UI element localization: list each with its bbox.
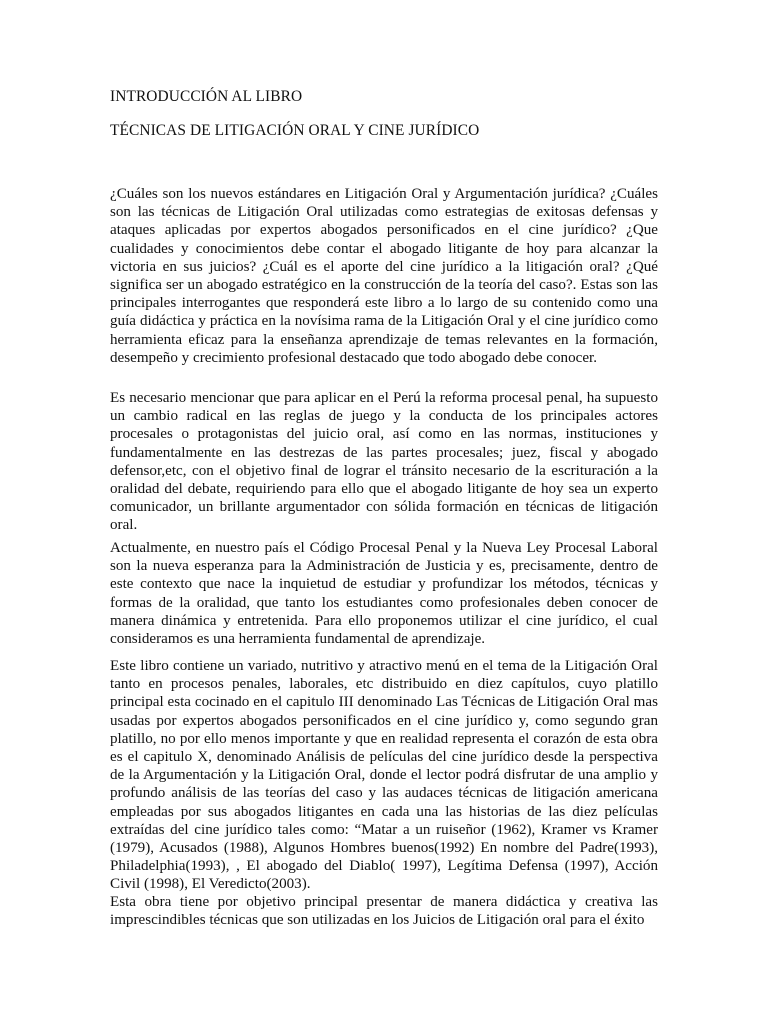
paragraph-3: Actualmente, en nuestro país el Código Procesal Penal y la Nueva Ley Procesal Laboral son la nueva esperanza para la Administración de Justicia y es, precisamente, dentro de este contexto que nace la inquietud de estudiar y profundizar los métodos, técnicas y formas de la oralidad, que tanto los estudiantes como profesionales deben conocer de manera dinámica y entretenida. Para ello proponemos utilizar el cine jurídico, el cual consideramos es una herramienta fundamental de aprendizaje. — [110, 540, 658, 648]
paragraph-1: ¿Cuáles son los nuevos estándares en Litigación Oral y Argumentación jurídica? ¿Cuáles son las técnicas de Litigación Oral utilizadas como estrategias de exitosas defensas y ataques aplicadas por expertos abogados personificados en el cine jurídico? ¿Que cualidades y conocimientos debe contar el abogado litigante de hoy para alcanzar la victoria en sus juicios? ¿Cuál es el aporte del cine jurídico a la litigación oral? ¿Qué significa ser un abogado estratégico en la construcción de la teoría del caso?. Estas son las principales interrogantes que responderá este libro a lo largo de su contenido como una guía didáctica y práctica en la novísima rama de la Litigación Oral y el cine jurídico como herramienta eficaz para la enseñanza aprendizaje de temas relevantes en la formación, desempeño y crecimiento profesional destacado que todo abogado debe conocer. — [110, 186, 658, 366]
document-heading: INTRODUCCIÓN AL LIBRO — [110, 88, 303, 105]
document-title: TÉCNICAS DE LITIGACIÓN ORAL Y CINE JURÍDICO — [110, 122, 480, 139]
paragraph-4: Este libro contiene un variado, nutritivo y atractivo menú en el tema de la Litigación Oral tanto en procesos penales, laborales, etc distribuido en diez capítulos, cuyo platillo principal esta cocinado en el capitulo III denominado Las Técnicas de Litigación Oral mas usadas por expertos abogados personificados en el cine jurídico y, como segundo gran platillo, no por ello menos importante y que en realidad representa el corazón de esta obra es el capitulo X, denominado Análisis de películas del cine jurídico desde la perspectiva de la Argumentación y la Litigación Oral, donde el lector podrá disfrutar de una amplio y profundo análisis de las teorías del caso y las audaces técnicas de litigación americana empleadas por sus abogados litigantes en cada una las historias de las diez películas extraídas del cine jurídico tales como: “Matar a un ruiseñor (1962), Kramer vs Kramer (1979), Acusados (1988), Algunos Hombres buenos(1992) En nombre del Padre(1993), Philadelphia(1993), , El abogado del Diablo( 1997), Legítima Defensa (1997), Acción Civil (1998), El Veredicto(2003). — [110, 658, 658, 893]
paragraph-2: Es necesario mencionar que para aplicar en el Perú la reforma procesal penal, ha supuesto un cambio radical en las reglas de juego y la conducta de los principales actores procesales o protagonistas del juicio oral, así como en las normas, instituciones y fundamentalmente en las destrezas de las partes procesales; juez, fiscal y abogado defensor,etc, con el objetivo final de lograr el tránsito necesario de la escrituración a la oralidad del debate, requiriendo para ello que el abogado litigante de hoy sea un experto comunicador, un brillante argumentador con sólida formación en técnicas de litigación oral. — [110, 390, 658, 534]
paragraph-5: Esta obra tiene por objetivo principal presentar de manera didáctica y creativa las imprescindibles técnicas que son utilizadas en los Juicios de Litigación oral para el éxito — [110, 894, 658, 929]
